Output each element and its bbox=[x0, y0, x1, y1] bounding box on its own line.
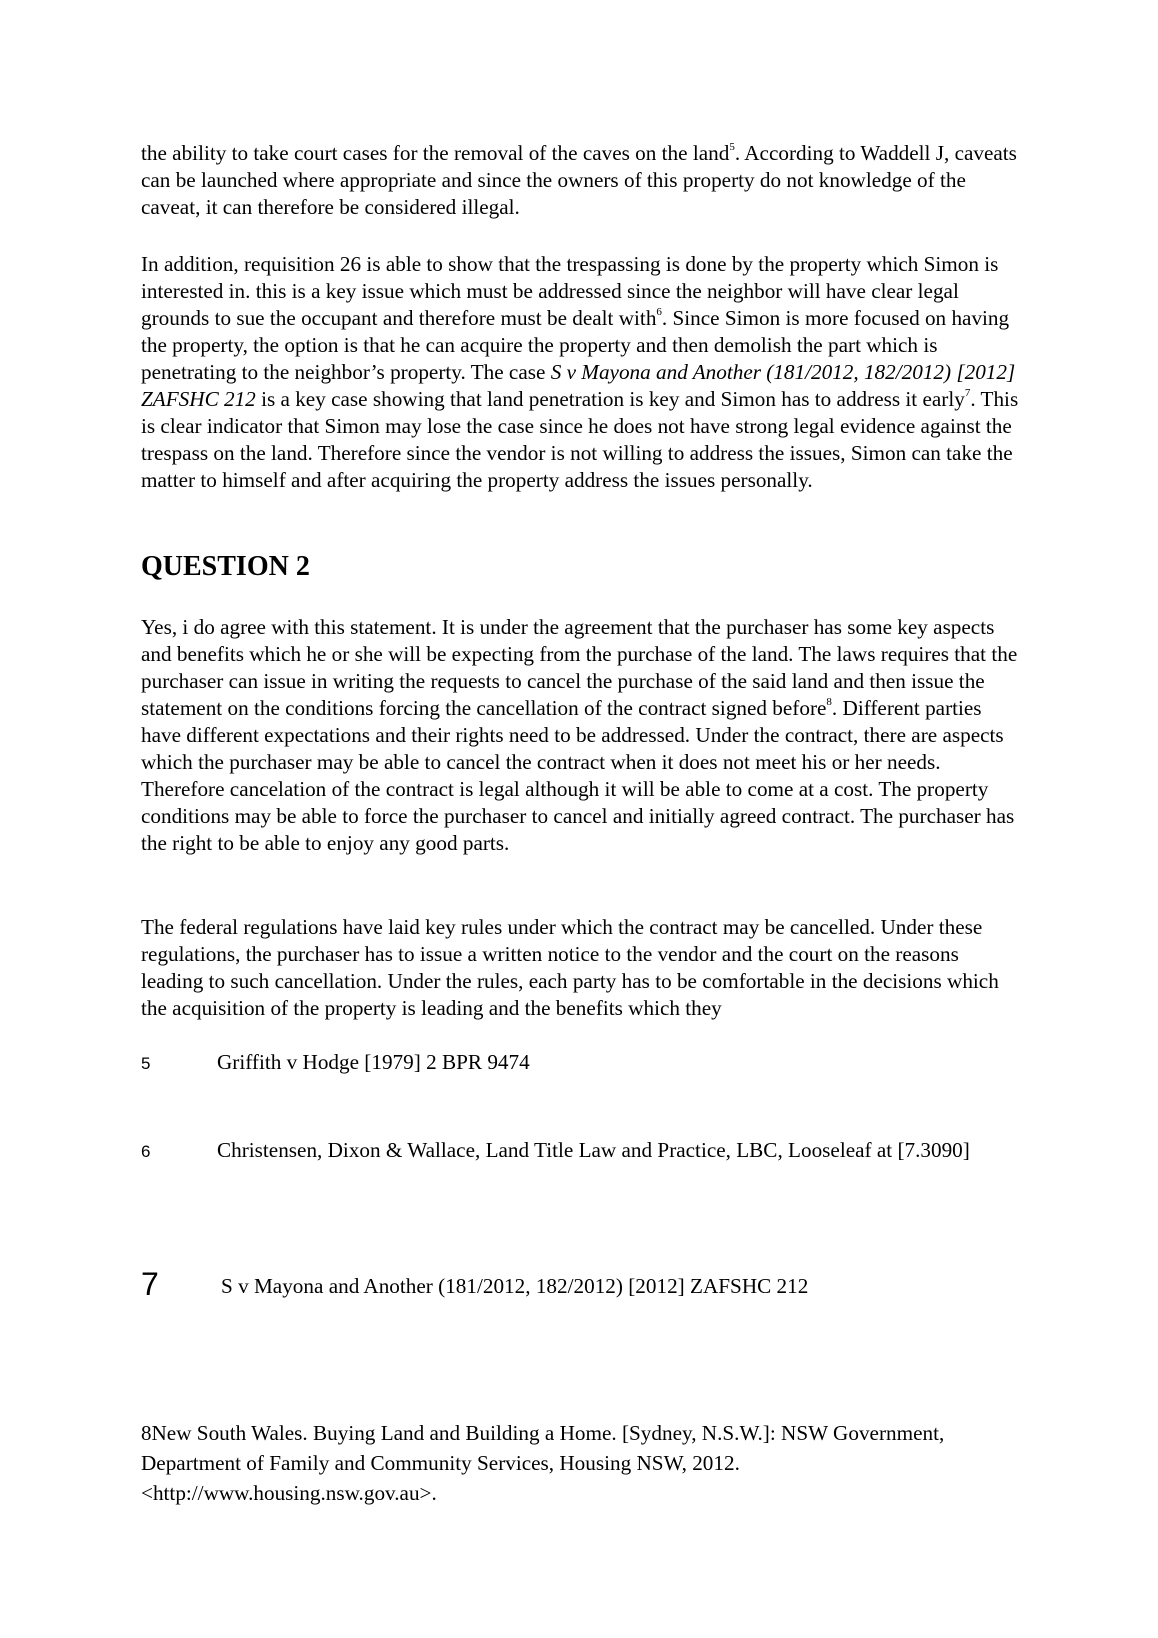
paragraph-requisition-26 bbox=[141, 251, 1021, 494]
paragraph-text: In addition, requisition 26 is able to show that the trespassing is done by the property which Simon is interested in. this is a key issue which must be addressed since the neighbor will have clear legal grounds to sue the occupant and therefore must be dealt with bbox=[141, 252, 999, 330]
case-citation: S v Mayona and Another (181/2012, 182/2012) [2012] ZAFSHC 212 bbox=[141, 360, 1016, 411]
paragraph-text: . Different parties have different expectations and their rights need to be addressed. Under the contract, there are aspects which the purchaser may be able to cancel the contract when it does not meet his or her needs. Therefore cancelation of the contract is legal although it will be able to come at a cost. The property conditions may be able to force the purchaser to cancel and initially agreed contract. The purchaser has the right to be able to enjoy any good parts. bbox=[141, 696, 1015, 855]
footnote-number: 6 bbox=[141, 1142, 151, 1161]
footnote-ref-5[interactable]: 5 bbox=[729, 140, 735, 153]
footnote-6 bbox=[141, 1136, 1021, 1166]
footnote-number: 5 bbox=[141, 1054, 151, 1073]
footnote-number: 8 bbox=[141, 1421, 152, 1445]
footnote-number: 7 bbox=[141, 1266, 159, 1302]
footnote-text: Griffith v Hodge [1979] 2 BPR 9474 bbox=[217, 1050, 530, 1074]
paragraph-text: The federal regulations have laid key rules under which the contract may be cancelled. Under these regulations, the purchaser has to issue a written notice to the vendor and the court on the reasons leading to such cancellation. Under the rules, each party has to be comfortable in the decisions which the acquisition of the property is leading and the benefits which they bbox=[141, 915, 999, 1020]
footnote-5 bbox=[141, 1048, 1021, 1078]
footnote-ref-6[interactable]: 6 bbox=[656, 305, 662, 318]
footnote-text: Christensen, Dixon & Wallace, Land Title Law and Practice, LBC, Looseleaf at [7.3090] bbox=[217, 1138, 970, 1162]
paragraph-text: . Since Simon is more focused on having the property, the option is that he can acquire the property and then demolish the part which is penetrating to the neighbor’s property. The case bbox=[141, 306, 1010, 384]
paragraph-text: is a key case showing that land penetration is key and Simon has to address it early bbox=[255, 387, 965, 411]
paragraph-text: the ability to take court cases for the removal of the caves on the land bbox=[141, 141, 730, 165]
paragraph-caveats bbox=[141, 140, 1021, 221]
paragraph-agreement bbox=[141, 614, 1021, 857]
paragraph-federal-regulations bbox=[141, 914, 1021, 1022]
footnote-8 bbox=[141, 1418, 1021, 1508]
section-heading: QUESTION 2 bbox=[141, 551, 310, 582]
paragraph-text: Yes, i do agree with this statement. It is under the agreement that the purchaser has some key aspects and benefits which he or she will be expecting from the purchase of the land. The laws requires that the purchaser can issue in writing the requests to cancel the purchase of the said land and then issue the statement on the conditions forcing the cancellation of the contract signed before bbox=[141, 615, 1018, 720]
footnote-ref-8[interactable]: 8 bbox=[826, 695, 832, 708]
footnote-ref-7[interactable]: 7 bbox=[964, 386, 971, 399]
footnote-7 bbox=[141, 1266, 1021, 1302]
footnote-text: S v Mayona and Another (181/2012, 182/2012) [2012] ZAFSHC 212 bbox=[221, 1274, 809, 1298]
paragraph-text: . This is clear indicator that Simon may lose the case since he does not have strong legal evidence against the trespass on the land. Therefore since the vendor is not willing to address the issues, Simon can take the matter to himself and after acquiring the property address the issues personally. bbox=[141, 387, 1019, 492]
paragraph-text: . According to Waddell J, caveats can be launched where appropriate and since the owners of this property do not knowledge of the caveat, it can therefore be considered illegal. bbox=[141, 141, 1017, 219]
footnote-text: New South Wales. Buying Land and Building a Home. [Sydney, N.S.W.]: NSW Government, Department of Family and Community Services, Housing NSW, 2012. <http://www.housing.nsw.gov.au>. bbox=[141, 1421, 945, 1505]
